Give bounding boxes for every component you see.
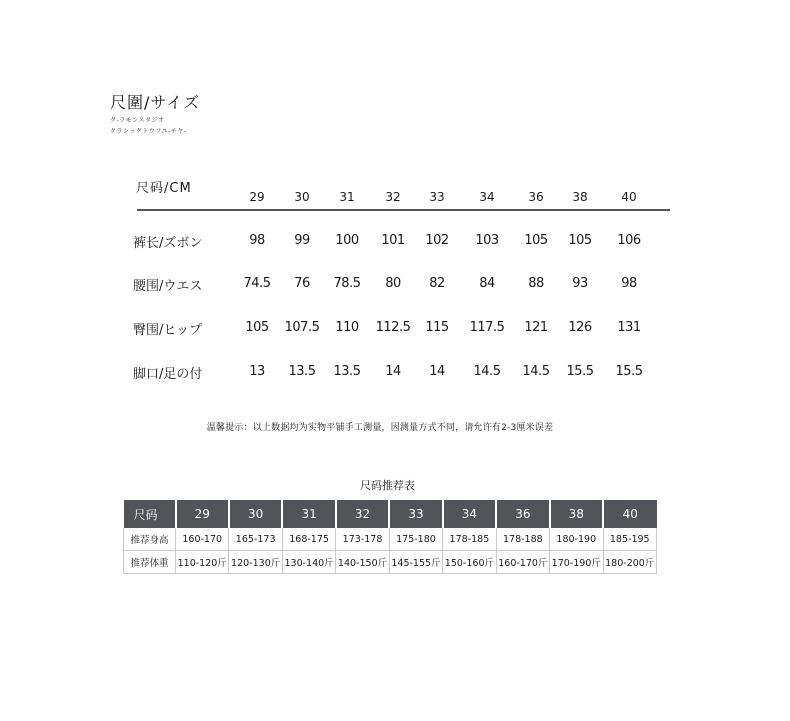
size-cell: 100 xyxy=(335,233,359,248)
size-cell: 105 xyxy=(524,233,548,248)
recommend-row xyxy=(124,528,657,551)
recommend-cell: 145-155斤 xyxy=(389,551,442,574)
subtitle-line-2: クラシックトウフユ-チヤ- xyxy=(110,128,187,135)
size-cell: 93 xyxy=(572,276,588,291)
recommend-header-row xyxy=(124,500,657,528)
recommend-cell: 130-140斤 xyxy=(282,551,335,574)
size-cell: 115 xyxy=(425,320,449,335)
size-cell: 13.5 xyxy=(288,364,316,379)
recommend-size-header: 38 xyxy=(550,500,603,528)
recommend-cell: 185-195 xyxy=(603,528,657,551)
recommend-cell: 180-200斤 xyxy=(603,551,657,574)
recommend-size-header: 33 xyxy=(389,500,442,528)
size-row-label: 裤长/ズボン xyxy=(133,236,203,251)
size-cell: 84 xyxy=(479,276,495,291)
size-cell: 15.5 xyxy=(615,364,643,379)
size-cell: 13 xyxy=(249,364,265,379)
recommend-cell: 180-190 xyxy=(550,528,603,551)
size-cell: 82 xyxy=(429,276,445,291)
size-cell: 15.5 xyxy=(566,364,594,379)
recommend-cell: 150-160斤 xyxy=(443,551,496,574)
recommend-table xyxy=(123,500,657,574)
recommend-cell: 165-173 xyxy=(229,528,282,551)
size-cell: 107.5 xyxy=(284,320,320,335)
recommend-row-label: 推荐体重 xyxy=(124,551,176,574)
measurement-note: 温馨提示：以上数据均为实物平铺手工测量，因测量方式不同，请允许有2-3厘米误差 xyxy=(206,423,554,433)
size-cell: 14 xyxy=(429,364,445,379)
recommend-size-header: 36 xyxy=(496,500,549,528)
recommend-cell: 168-175 xyxy=(282,528,335,551)
size-column-header: 31 xyxy=(339,190,355,204)
recommend-cell: 178-188 xyxy=(496,528,549,551)
recommend-cell: 160-170斤 xyxy=(496,551,549,574)
size-cell: 78.5 xyxy=(333,276,361,291)
size-row-label: 脚口/足の付 xyxy=(133,367,203,382)
size-cell: 117.5 xyxy=(469,320,505,335)
size-cell: 112.5 xyxy=(375,320,411,335)
recommend-cell: 140-150斤 xyxy=(336,551,389,574)
recommend-header-label: 尺码 xyxy=(124,500,176,528)
recommend-cell: 175-180 xyxy=(389,528,442,551)
size-cell: 88 xyxy=(528,276,544,291)
size-column-header: 33 xyxy=(429,190,445,204)
size-column-header: 36 xyxy=(528,190,544,204)
recommend-title: 尺码推荐表 xyxy=(360,479,415,492)
size-column-header: 40 xyxy=(621,190,637,204)
size-cell: 110 xyxy=(335,320,359,335)
size-row-label: 腰围/ウエス xyxy=(133,279,203,294)
size-cell: 13.5 xyxy=(333,364,361,379)
size-cell: 102 xyxy=(425,233,449,248)
recommend-size-header: 30 xyxy=(229,500,282,528)
size-header-divider xyxy=(137,209,670,211)
recommend-row-label: 推荐身高 xyxy=(124,528,176,551)
size-cell: 14.5 xyxy=(473,364,501,379)
recommend-cell: 120-130斤 xyxy=(229,551,282,574)
recommend-size-header: 29 xyxy=(176,500,229,528)
recommend-size-header: 31 xyxy=(282,500,335,528)
size-cell: 99 xyxy=(294,233,310,248)
size-cell: 103 xyxy=(475,233,499,248)
recommend-size-header: 40 xyxy=(603,500,657,528)
recommend-cell: 173-178 xyxy=(336,528,389,551)
size-cell: 121 xyxy=(524,320,548,335)
size-column-header: 32 xyxy=(385,190,401,204)
size-cell: 80 xyxy=(385,276,401,291)
size-cell: 74.5 xyxy=(243,276,271,291)
subtitle-line-1: ク-ラモンスタジオ xyxy=(110,117,165,124)
size-cell: 14.5 xyxy=(522,364,550,379)
size-column-header: 30 xyxy=(294,190,310,204)
size-cell: 98 xyxy=(249,233,265,248)
size-cell: 98 xyxy=(621,276,637,291)
recommend-size-header: 34 xyxy=(443,500,496,528)
recommend-row xyxy=(124,551,657,574)
recommend-size-header: 32 xyxy=(336,500,389,528)
recommend-cell: 160-170 xyxy=(176,528,229,551)
recommend-cell: 170-190斤 xyxy=(550,551,603,574)
size-column-header: 38 xyxy=(572,190,588,204)
size-cell: 105 xyxy=(568,233,592,248)
size-row-label: 臀围/ヒップ xyxy=(133,323,202,338)
page-title: 尺圍/サイズ xyxy=(110,93,201,112)
size-cell: 101 xyxy=(381,233,405,248)
size-column-header: 29 xyxy=(249,190,265,204)
size-table-label: 尺码/CM xyxy=(136,181,192,196)
size-cell: 14 xyxy=(385,364,401,379)
size-cell: 76 xyxy=(294,276,310,291)
size-cell: 106 xyxy=(617,233,641,248)
size-cell: 131 xyxy=(617,320,641,335)
size-cell: 126 xyxy=(568,320,592,335)
recommend-cell: 110-120斤 xyxy=(176,551,229,574)
size-cell: 105 xyxy=(245,320,269,335)
recommend-cell: 178-185 xyxy=(443,528,496,551)
size-column-header: 34 xyxy=(479,190,495,204)
